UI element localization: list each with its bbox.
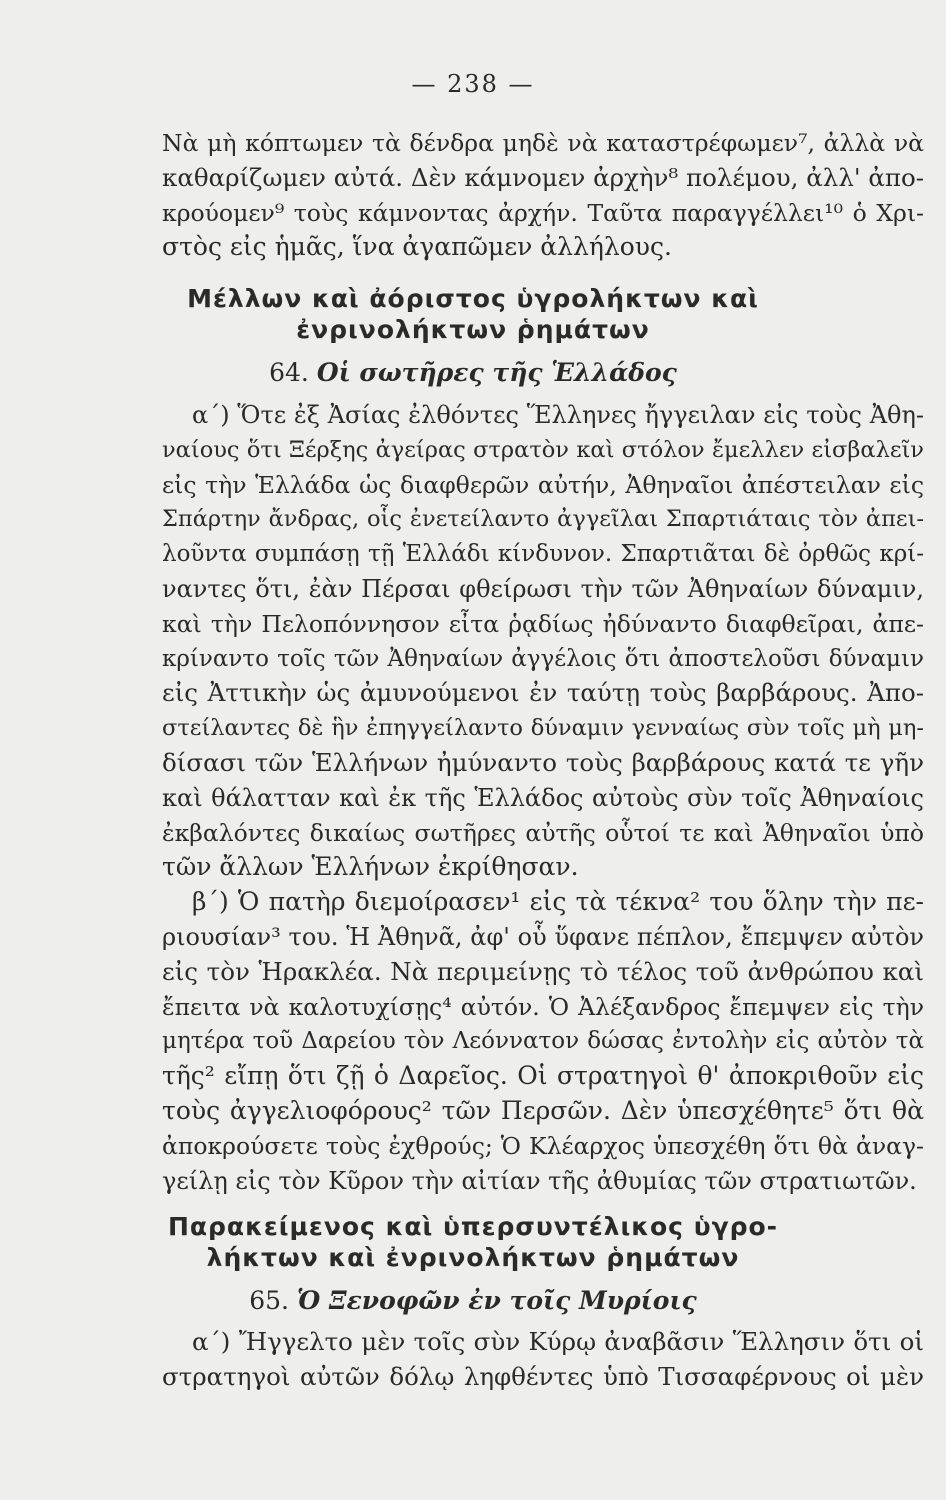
- exercise-title-text: Ὁ Ξενοφῶν ἐν τοῖς Μυρίοις: [296, 1286, 697, 1315]
- text-line: τοὺς ἀγγελιοφόρους² τῶν Περσῶν. Δὲν ὑπεσχέθητε⁵ ὅτι θὰ: [162, 1095, 924, 1125]
- text-line: μητέρα τοῦ Δαρείου τὸν Λεόννατον δώσας ἐντολὴν εἰς αὐτὸν τὰ: [162, 1028, 924, 1055]
- heading-line: λήκτων καὶ ἐνρινολήκτων ῥημάτων: [206, 1243, 740, 1272]
- text-line: Σπάρτην ἄνδρας, οἷς ἐνετείλαντο ἀγγεῖλαι Σπαρτιάταις τὸν ἀπει-: [162, 506, 924, 533]
- text-line: γείλῃ εἰς τὸν Κῦρον τὴν αἰτίαν τῆς ἀθυμίας τῶν στρατιωτῶν.: [162, 1166, 917, 1195]
- text-line: κρούομεν⁹ τοὺς κάμνοντας ἀρχήν. Ταῦτα παραγγέλλει¹⁰ ὁ Χρι-: [162, 198, 924, 227]
- text-line: ἔπειτα νὰ καλοτυχίσῃς⁴ αὐτόν. Ὁ Ἀλέξανδρος ἔπεμψεν εἰς τὴν: [162, 992, 924, 1021]
- text-line: β΄) Ὁ πατὴρ διεμοίρασεν¹ εἰς τὰ τέκνα² του ὅλην τὴν πε-: [192, 887, 924, 917]
- exercise-64-text: [162, 398, 924, 1198]
- text-line: κρίναντο τοῖς τῶν Ἀθηναίων ἀγγέλοις ὅτι ἀποστελοῦσι δύναμιν: [162, 645, 924, 672]
- text-line: εἰς Ἀττικὴν ὡς ἀμυνούμενοι ἐν ταύτῃ τοὺς βαρβάρους. Ἀπο-: [162, 678, 924, 708]
- text-line: στρατηγοὶ αὐτῶν δόλῳ ληφθέντες ὑπὸ Τισσαφέρνους οἱ μὲν: [162, 1361, 924, 1391]
- text-line: ριουσίαν³ του. Ἡ Ἀθηνᾶ, ἀφ' οὗ ὕφανε πέπλον, ἔπεμψεν αὐτὸν: [162, 922, 924, 951]
- text-line: Νὰ μὴ κόπτωμεν τὰ δένδρα μηδὲ νὰ καταστρέφωμεν⁷, ἀλλὰ νὰ: [162, 129, 924, 157]
- text-line: τῶν ἄλλων Ἑλλήνων ἐκρίθησαν.: [162, 852, 579, 882]
- text-line: ἀποκρούσετε τοὺς ἐχθρούς; Ὁ Κλέαρχος ὑπεσχέθη ὅτι θὰ ἀναγ-: [162, 1131, 924, 1160]
- intro-paragraph: [162, 126, 924, 265]
- section-heading: [0, 283, 946, 345]
- page-number: — 238 —: [411, 70, 535, 98]
- text-line: ἐκβαλόντες δικαίως σωτῆρες αὐτῆς οὗτοί τε καὶ Ἀθηναῖοι ὑπὸ: [162, 818, 924, 847]
- text-line: καὶ τὴν Πελοπόννησον εἶτα ῥᾳδίως ἠδύναντο διαφθεῖραι, ἀπε-: [162, 609, 924, 638]
- exercise-number: 64.: [269, 358, 309, 387]
- text-line: α΄) Ἤγγελτο μὲν τοῖς σὺν Κύρῳ ἀναβᾶσιν Ἕλλησιν ὅτι οἱ: [192, 1327, 924, 1356]
- text-line: καὶ θάλατταν καὶ ἐκ τῆς Ἑλλάδος αὐτοὺς σὺν τοῖς Ἀθηναίοις: [162, 783, 924, 812]
- text-line: εἰς τὴν Ἑλλάδα ὡς διαφθερῶν αὐτήν, Ἀθηναῖοι ἀπέστειλαν εἰς: [162, 470, 924, 499]
- text-line: στὸς εἰς ἡμᾶς, ἵνα ἀγαπῶμεν ἀλλήλους.: [162, 232, 672, 262]
- exercise-title: [0, 357, 946, 389]
- heading-line: Παρακείμενος καὶ ὑπερσυντέλικος ὑγρο-: [167, 1212, 779, 1241]
- exercise-title: [0, 1285, 946, 1317]
- text-line: στείλαντες δὲ ἣν ἐπηγγείλαντο δύναμιν γενναίως σὺν τοῖς μὴ μη-: [162, 715, 924, 742]
- exercise-65-text: [162, 1325, 924, 1395]
- heading-line: ἐνρινολήκτων ῥημάτων: [296, 315, 650, 344]
- section-heading: [0, 1211, 946, 1273]
- text-line: ναντες ὅτι, ἐὰν Πέρσαι φθείρωσι τὴν τῶν Ἀθηναίων δύναμιν,: [162, 574, 924, 603]
- exercise-title-text: Οἱ σωτῆρες τῆς Ἑλλάδος: [316, 358, 677, 387]
- text-line: καθαρίζωμεν αὐτά. Δὲν κάμνομεν ἀρχὴν⁸ πολέμου, ἀλλ' ἀπο-: [162, 162, 925, 192]
- text-line: τῆς² εἴπῃ ὅτι ζῇ ὁ Δαρεῖος. Οἱ στρατηγοὶ θ' ἀποκριθοῦν εἰς: [162, 1061, 924, 1091]
- exercise-number: 65.: [249, 1286, 289, 1315]
- text-line: λοῦντα συμπάσῃ τῇ Ἑλλάδι κίνδυνον. Σπαρτιᾶται δὲ ὀρθῶς κρί-: [162, 541, 924, 568]
- heading-line: Μέλλων καὶ ἀόριστος ὑγρολήκτων καὶ: [187, 284, 759, 313]
- text-line: δίσασι τῶν Ἑλλήνων ἠμύναντο τοὺς βαρβάρους κατά τε γῆν: [162, 747, 924, 777]
- text-line: ναίους ὅτι Ξέρξης ἀγείρας στρατὸν καὶ στόλον ἔμελλεν εἰσβαλεῖν: [162, 436, 924, 463]
- text-line: α΄) Ὅτε ἐξ Ἀσίας ἐλθόντες Ἕλληνες ἤγγειλαν εἰς τοὺς Ἀθη-: [192, 401, 924, 429]
- text-line: εἰς τὸν Ἡρακλέα. Νὰ περιμείνῃς τὸ τέλος τοῦ ἀνθρώπου καὶ: [162, 956, 924, 986]
